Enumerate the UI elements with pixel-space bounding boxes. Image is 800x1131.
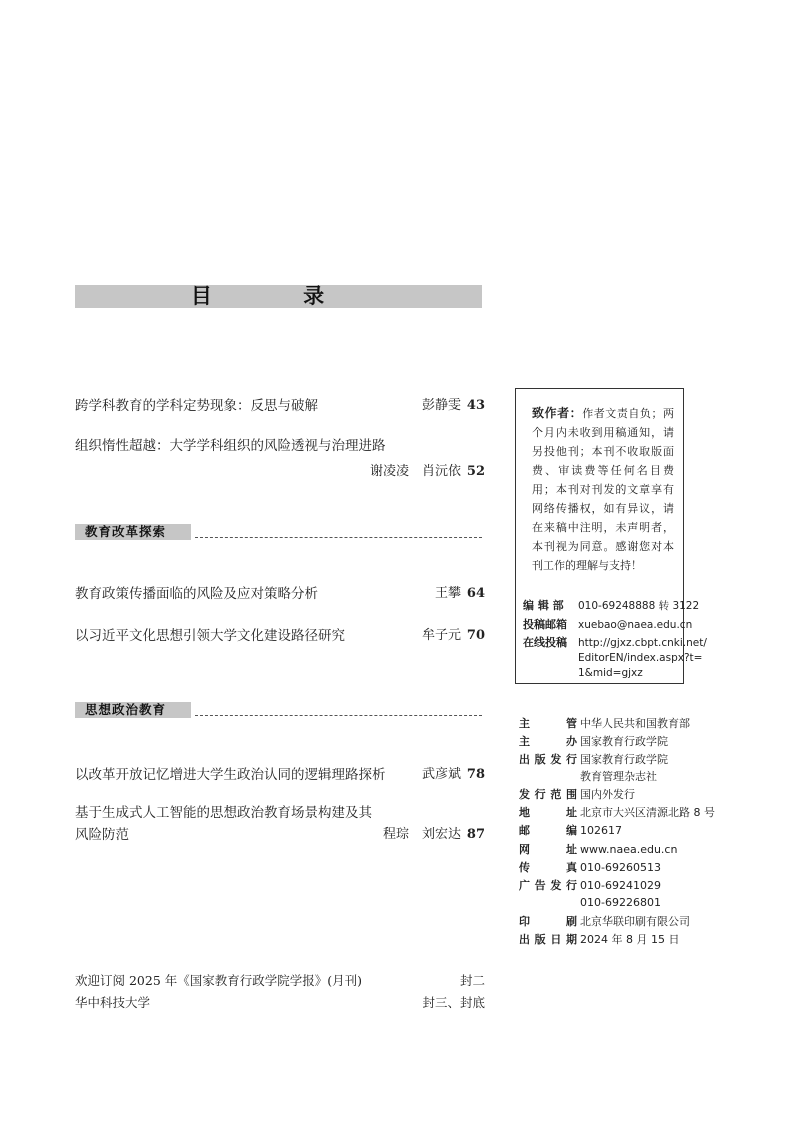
entry-page: 87: [466, 827, 485, 842]
info-value: 国家教育行政学院: [580, 735, 668, 748]
info-website[interactable]: www.naea.edu.cn: [580, 843, 678, 856]
toc-entry[interactable]: [75, 803, 485, 847]
footer-line: [75, 994, 485, 1012]
entry-title: 教育政策传播面临的风险及应对策略分析: [75, 586, 318, 602]
contact-url[interactable]: http://gjxz.cbpt.cnki.net/: [578, 637, 707, 649]
entry-page: 43: [466, 398, 485, 413]
info-value: 国内外发行: [580, 788, 635, 801]
toc-entry[interactable]: [75, 626, 485, 646]
toc-entry[interactable]: [75, 436, 485, 480]
toc-title: 目 录: [75, 285, 482, 308]
contact-row: [523, 618, 693, 632]
entry-author: 牟子元: [421, 628, 461, 643]
toc-entry[interactable]: [75, 396, 485, 416]
entry-author: 程琮 刘宏达: [382, 827, 461, 842]
info-value: 北京华联印刷有限公司: [580, 915, 690, 928]
info-label: 地 址: [519, 806, 577, 819]
section-header: [75, 524, 482, 540]
entry-author: 武彦斌: [421, 767, 461, 782]
contact-label: 投稿邮箱: [523, 618, 567, 631]
entry-title: 以改革开放记忆增进大学生政治认同的逻辑理路探析: [75, 767, 386, 783]
footer-left: 欢迎订阅 2025 年《国家教育行政学院学报》(月刊): [75, 973, 363, 988]
info-value: 北京市大兴区清源北路 8 号: [580, 806, 715, 819]
contact-url-line2[interactable]: EditorEN/index.aspx?t=: [578, 652, 703, 664]
entry-author: 王攀: [434, 586, 461, 601]
entry-author: 彭静雯: [421, 398, 461, 413]
entry-title: 基于生成式人工智能的思想政治教育场景构建及其: [75, 805, 372, 821]
footer-left: 华中科技大学: [75, 995, 151, 1010]
notice-box: [515, 388, 707, 684]
contact-value: 010-69248888 转 3122: [578, 600, 700, 612]
footer-right: 封二: [459, 973, 485, 988]
info-value: 010-69241029: [580, 879, 661, 892]
entry-title: 以习近平文化思想引领大学文化建设路径研究: [75, 628, 345, 644]
contact-label: 编 辑 部: [523, 599, 564, 612]
footer-line: [75, 972, 485, 990]
info-label: 发行范围: [519, 788, 577, 801]
contact-row: [523, 636, 707, 680]
toc-entry[interactable]: [75, 584, 485, 604]
entry-title: 组织惰性超越：大学学科组织的风险透视与治理进路: [75, 438, 386, 454]
info-value: 中华人民共和国教育部: [580, 717, 690, 730]
contact-label: 在线投稿: [523, 636, 567, 649]
section-divider: [195, 715, 482, 716]
info-value: 010-69260513: [580, 861, 661, 874]
info-label: 广告发行: [519, 879, 577, 892]
footer-right: 封三、封底: [422, 995, 485, 1010]
section-header: [75, 702, 482, 718]
info-label: 主 办: [519, 735, 577, 748]
info-value: 国家教育行政学院: [580, 753, 668, 766]
entry-page: 70: [466, 628, 485, 643]
entry-page: 52: [466, 464, 485, 479]
entry-author: 谢凌凌 肖沅依: [369, 464, 461, 479]
info-value: 2024 年 8 月 15 日: [580, 933, 680, 946]
notice-text: [532, 404, 674, 575]
section-divider: [195, 537, 482, 538]
notice-body: 作者文责自负；两个月内未收到用稿通知，请另投他刊；本刊不收取版面费、审读费等任何名目费用；本刊对刊发的文章享有网络传播权，如有异议，请在来稿中注明，未声明者，本刊视为同意。感谢您对本刊工作的理解与支持！: [532, 407, 674, 572]
info-value: 010-69226801: [580, 896, 661, 909]
info-label: 传 真: [519, 861, 577, 874]
info-label: 出版日期: [519, 933, 577, 946]
section-label: 教育改革探索: [75, 524, 191, 540]
info-value: 教育管理杂志社: [580, 770, 657, 783]
info-label: 出版发行: [519, 753, 577, 766]
section-label: 思想政治教育: [75, 702, 191, 718]
publication-info: [519, 716, 719, 956]
contact-url-line3[interactable]: 1&mid=gjxz: [578, 667, 643, 679]
info-value: 102617: [580, 824, 622, 837]
info-label: 主 管: [519, 717, 577, 730]
entry-title: 跨学科教育的学科定势现象：反思与破解: [75, 398, 318, 414]
contact-row: [523, 599, 700, 613]
toc-entry[interactable]: [75, 765, 485, 785]
entry-page: 64: [466, 586, 485, 601]
contact-email[interactable]: xuebao@naea.edu.cn: [578, 619, 693, 631]
info-label: 网 址: [519, 843, 577, 856]
entry-title-line2: 风险防范: [75, 827, 129, 843]
entry-page: 78: [466, 767, 485, 782]
info-label: 邮 编: [519, 824, 577, 837]
info-label: 印 刷: [519, 915, 577, 928]
notice-heading: 致作者：: [532, 406, 583, 420]
